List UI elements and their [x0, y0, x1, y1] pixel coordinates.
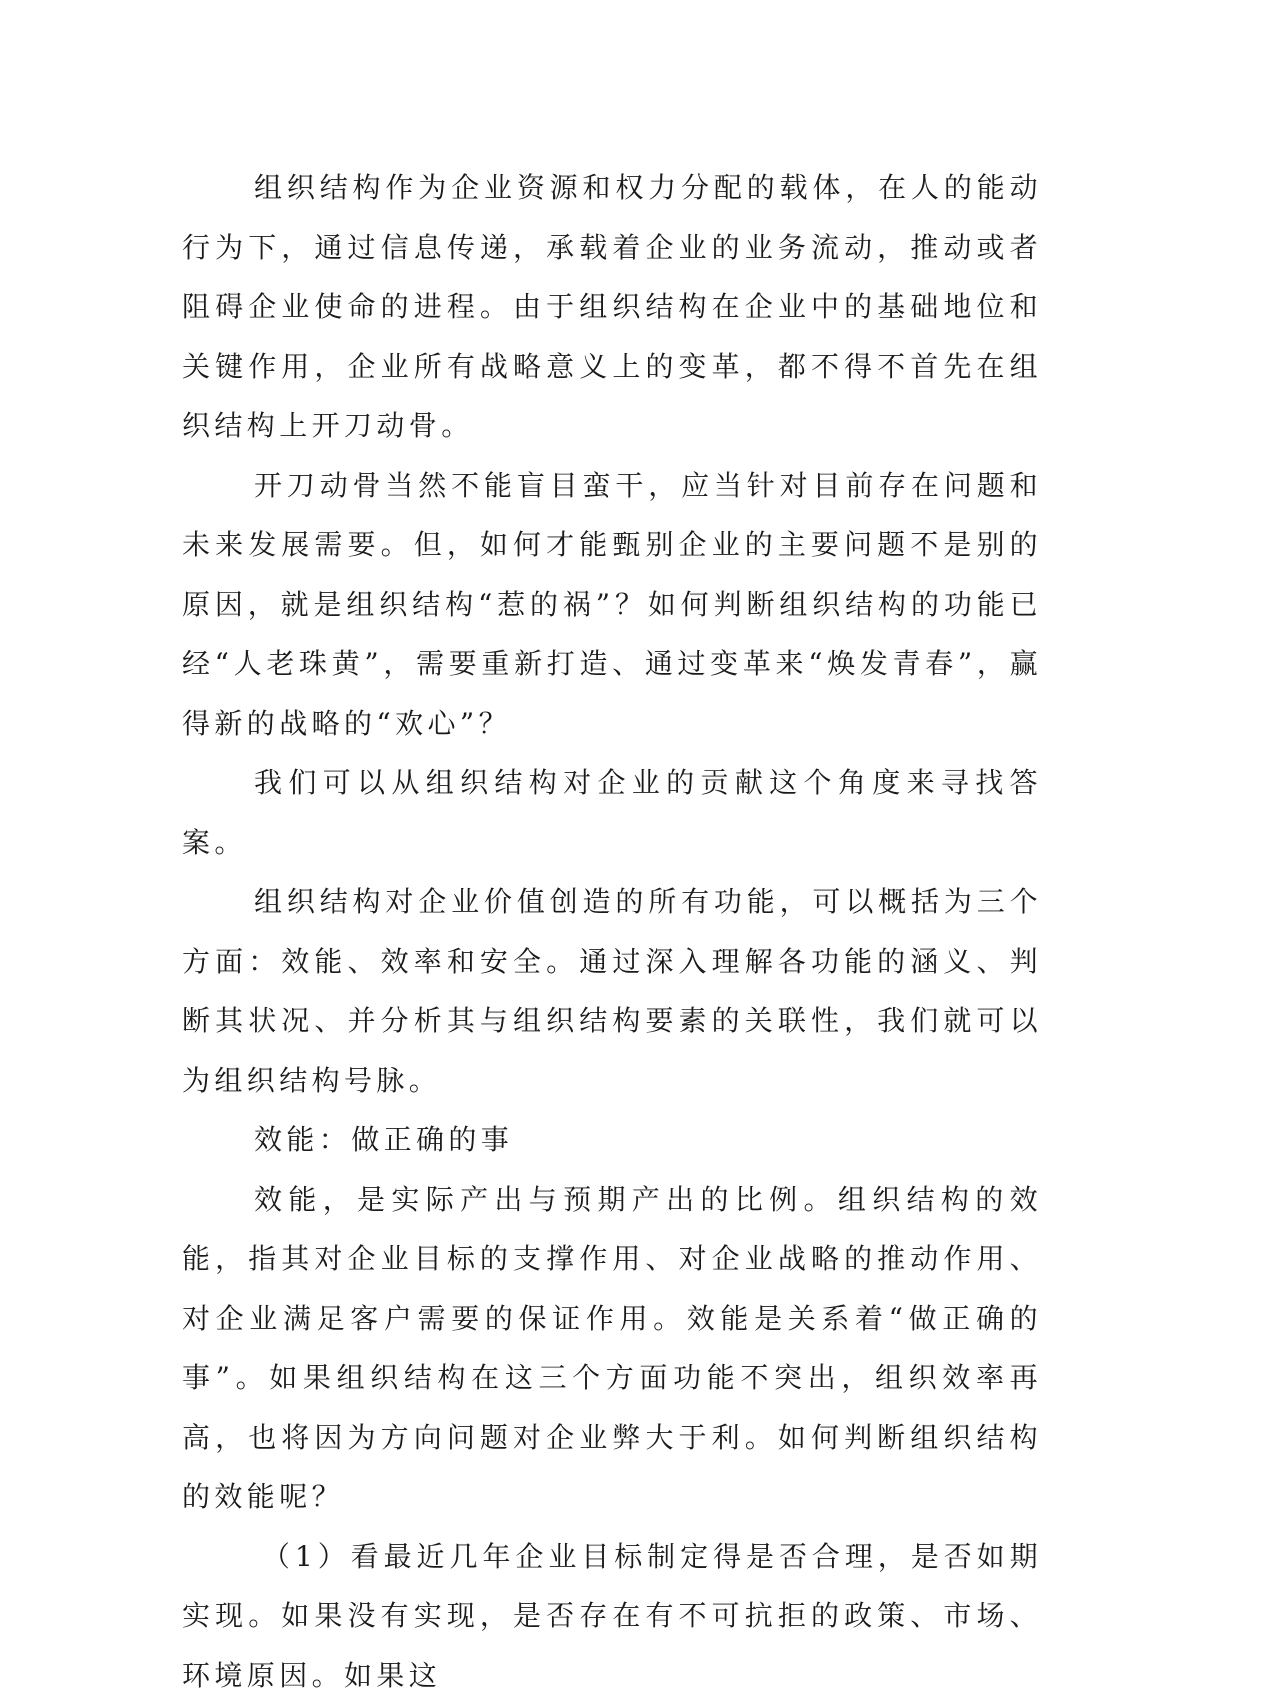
paragraph-surgery: 开刀动骨当然不能盲目蛮干，应当针对目前存在问题和未来发展需要。但，如何才能甄别企业的主要问题不是别的原因，就是组织结构“惹的祸”？如何判断组织结构的功能已经“人老珠黄”，需要重新打造、通过变革来“焕发青春”，赢得新的战略的“欢心”？ [182, 456, 1042, 754]
paragraph-point-1: （1）看最近几年企业目标制定得是否合理，是否如期实现。如果没有实现，是否存在有不可抗拒的政策、市场、环境原因。如果这 [182, 1527, 1042, 1705]
paragraph-functions: 组织结构对企业价值创造的所有功能，可以概括为三个方面：效能、效率和安全。通过深入理解各功能的涵义、判断其状况、并分析其与组织结构要素的关联性，我们就可以为组织结构号脉。 [182, 872, 1042, 1110]
paragraph-intro: 组织结构作为企业资源和权力分配的载体，在人的能动行为下，通过信息传递，承载着企业的业务流动，推动或者阻碍企业使命的进程。由于组织结构在企业中的基础地位和关键作用，企业所有战略意义上的变革，都不得不首先在组织结构上开刀动骨。 [182, 158, 1042, 456]
document-body [182, 158, 1042, 1705]
section-heading-effectiveness: 效能：做正确的事 [182, 1110, 1042, 1170]
paragraph-effectiveness: 效能，是实际产出与预期产出的比例。组织结构的效能，指其对企业目标的支撑作用、对企业战略的推动作用、对企业满足客户需要的保证作用。效能是关系着“做正确的事”。如果组织结构在这三个方面功能不突出，组织效率再高，也将因为方向问题对企业弊大于利。如何判断组织结构的效能呢？ [182, 1170, 1042, 1527]
paragraph-answer: 我们可以从组织结构对企业的贡献这个角度来寻找答案。 [182, 753, 1042, 872]
